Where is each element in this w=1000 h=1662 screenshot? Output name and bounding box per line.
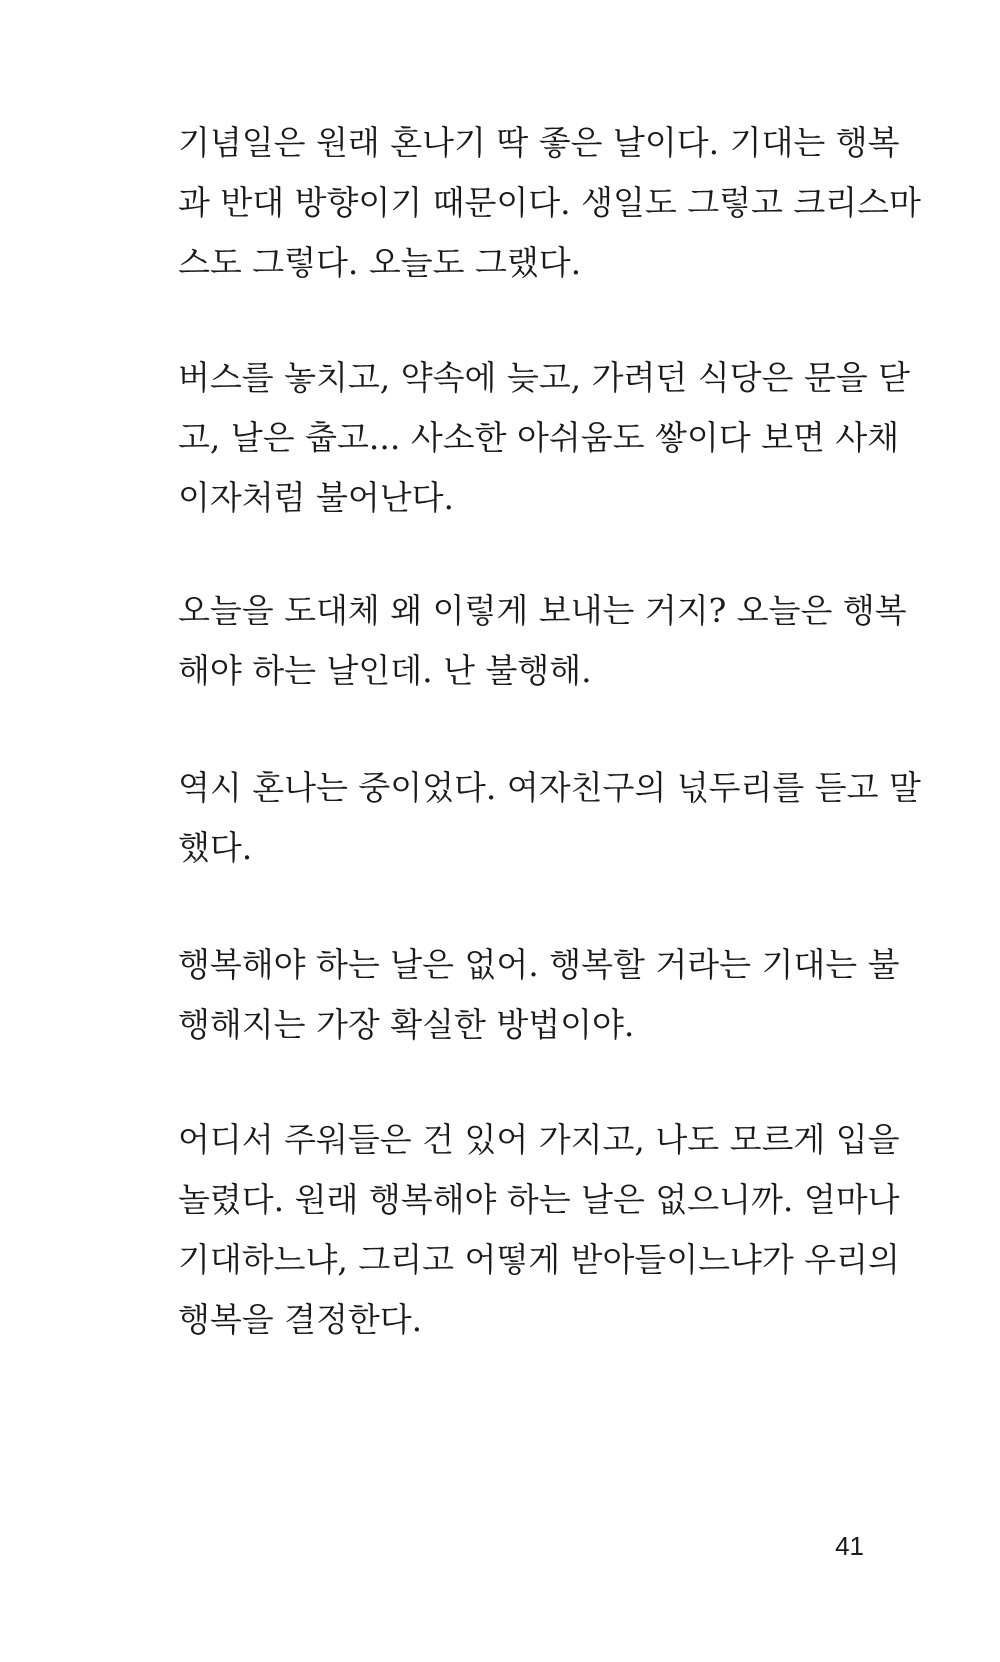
paragraph-6-line-4: 행복을 결정한다. xyxy=(178,1300,423,1339)
paragraph-6-line-2: 놀렸다. 원래 행복해야 하는 날은 없으니까. 얼마나 xyxy=(178,1180,900,1219)
paragraph-1-line-3: 스도 그렇다. 오늘도 그랬다. xyxy=(178,243,582,282)
paragraph-5-line-2: 행해지는 가장 확실한 방법이야. xyxy=(178,1005,635,1044)
paragraph-1-line-2: 과 반대 방향이기 때문이다. 생일도 그렇고 크리스마 xyxy=(178,183,921,222)
paragraph-5-line-1: 행복해야 하는 날은 없어. 행복할 거라는 기대는 불 xyxy=(178,945,900,984)
paragraph-2-line-2: 고, 날은 춥고... 사소한 아쉬움도 쌓이다 보면 사채 xyxy=(178,418,900,457)
paragraph-2-line-1: 버스를 놓치고, 약속에 늦고, 가려던 식당은 문을 닫 xyxy=(178,358,910,397)
paragraph-2-line-3: 이자처럼 불어난다. xyxy=(178,478,455,517)
paragraph-4-line-2: 했다. xyxy=(178,828,253,867)
paragraph-3-line-2: 해야 하는 날인데. 난 불행해. xyxy=(178,651,592,690)
paragraph-4-line-1: 역시 혼나는 중이었다. 여자친구의 넋두리를 듣고 말 xyxy=(178,768,921,807)
paragraph-6-line-1: 어디서 주워들은 건 있어 가지고, 나도 모르게 입을 xyxy=(178,1120,900,1159)
paragraph-6-line-3: 기대하느냐, 그리고 어떻게 받아들이느냐가 우리의 xyxy=(178,1240,900,1279)
paragraph-3-line-1: 오늘을 도대체 왜 이렇게 보내는 거지? 오늘은 행복 xyxy=(178,591,907,630)
page-number: 41 xyxy=(835,1531,864,1561)
paragraph-1-line-1: 기념일은 원래 혼나기 딱 좋은 날이다. 기대는 행복 xyxy=(178,123,900,162)
